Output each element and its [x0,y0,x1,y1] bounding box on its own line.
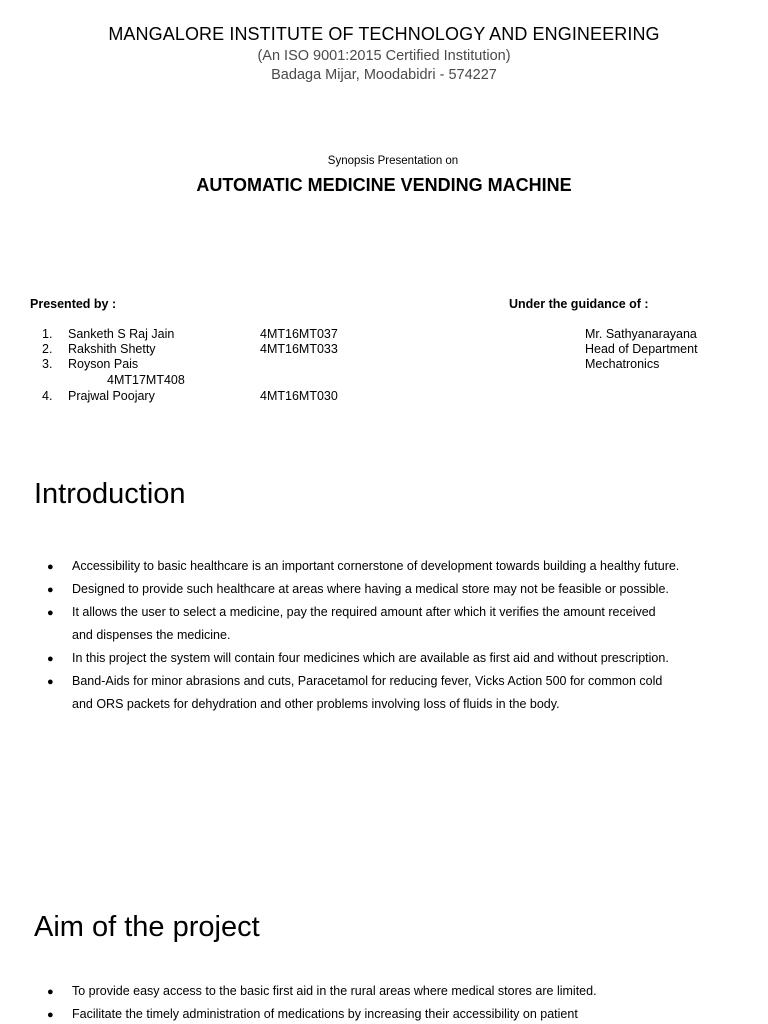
intro-line: It allows the user to select a medicine, pay the required amount after which it verifies the amount received [72,605,656,619]
address-line: Badaga Mijar, Moodabidri - 574227 [271,67,497,83]
member-number: 3. [42,357,53,371]
project-title: AUTOMATIC MEDICINE VENDING MACHINE [196,175,572,195]
member-name: Rakshith Shetty [68,342,156,356]
guide-designation: Head of Department [585,342,698,356]
certification-line: (An ISO 9001:2015 Certified Institution) [257,48,511,64]
intro-line: In this project the system will contain four medicines which are available as first aid and without prescription. [72,651,669,665]
institution-name: MANGALORE INSTITUTE OF TECHNOLOGY AND ENGINEERING [108,24,660,44]
bullet-icon: ● [47,676,54,688]
guide-name: Mr. Sathyanarayana [585,327,697,341]
synopsis-label: Synopsis Presentation on [327,155,459,167]
member-number: 2. [42,342,53,356]
aim-heading: Aim of the project [34,911,260,943]
intro-line: Band-Aids for minor abrasions and cuts, Paracetamol for reducing fever, Vicks Action 500 for common cold [72,674,663,688]
guide-department: Mechatronics [585,357,660,371]
aim-line: To provide easy access to the basic first aid in the rural areas where medical stores are limited. [72,984,597,998]
bullet-icon: ● [47,607,54,619]
guidance-heading: Under the guidance of : [509,297,649,311]
intro-line: Accessibility to basic healthcare is an important cornerstone of development towards building a healthy future. [72,559,680,573]
member-usn: 4MT16MT030 [260,389,338,403]
member-name: Royson Pais [68,357,139,371]
member-name: Prajwal Poojary [68,389,155,403]
bullet-icon: ● [47,653,54,665]
intro-line: and ORS packets for dehydration and other problems involving loss of fluids in the body. [72,697,560,711]
bullet-icon: ● [47,561,54,573]
bullet-icon: ● [47,1009,54,1021]
member-number: 1. [42,327,53,341]
member-name: Sanketh S Raj Jain [68,327,175,341]
member-usn: 4MT17MT408 [107,373,185,387]
introduction-heading: Introduction [34,478,186,510]
member-number: 4. [42,389,53,403]
aim-line: Facilitate the timely administration of medications by increasing their accessibility on patient [72,1007,578,1021]
bullet-icon: ● [47,584,54,596]
intro-line: and dispenses the medicine. [72,628,231,642]
member-usn: 4MT16MT033 [260,342,338,356]
intro-line: Designed to provide such healthcare at areas where having a medical store may not be feasible or possible. [72,582,669,596]
presented-by-heading: Presented by : [30,297,117,311]
member-usn: 4MT16MT037 [260,327,338,341]
bullet-icon: ● [47,986,54,998]
